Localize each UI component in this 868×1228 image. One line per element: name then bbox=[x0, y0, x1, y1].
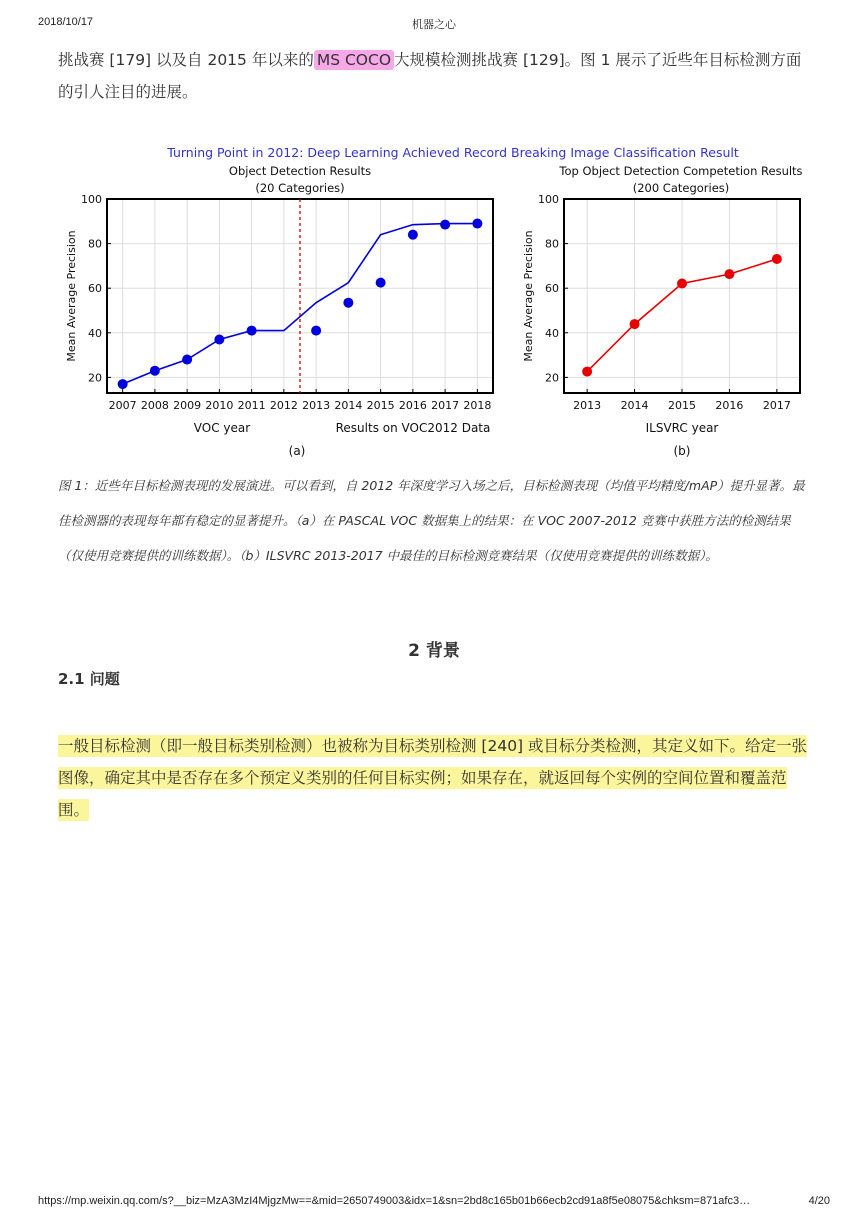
chart-0-ylabel: Mean Average Precision bbox=[65, 230, 78, 362]
figure-1-chart bbox=[65, 135, 806, 462]
chart-1-point bbox=[582, 367, 592, 377]
highlight-ms-coco: MS COCO bbox=[314, 50, 394, 70]
chart-0-xtick-label: 2008 bbox=[140, 399, 169, 412]
chart-1-ytick-label: 40 bbox=[545, 326, 559, 340]
chart-0-xtick-label: 2010 bbox=[205, 399, 234, 412]
chart-0-xtick-label: 2007 bbox=[108, 399, 137, 412]
chart-0-point bbox=[472, 219, 482, 229]
chart-b bbox=[522, 193, 800, 412]
chart-0-xtick-label: 2017 bbox=[431, 399, 460, 412]
chart-1-point bbox=[724, 269, 734, 279]
chart-0-point bbox=[440, 220, 450, 230]
chart-1-ytick-label: 20 bbox=[545, 371, 559, 385]
definition-highlight: 一般目标检测（即一般目标类别检测）也被称为目标类别检测 [240] 或目标分类检测，其定义如下。给定一张图像，确定其中是否存在多个预定义类别的任何目标实例；如果存在，就返回每个实例的空间位置和覆盖范围。 bbox=[58, 737, 808, 819]
chart-1-ytick-label: 60 bbox=[545, 282, 559, 296]
definition-paragraph bbox=[58, 730, 814, 826]
chart-0-xtick-label: 2018 bbox=[463, 399, 492, 412]
panel-label-a: (a) bbox=[288, 444, 306, 458]
chart-0-point bbox=[247, 326, 257, 336]
intro-text-after: 大规模检测挑战赛 [129]。图 1 展示了近些年目标检测方面的引人注目的进展。 bbox=[58, 51, 802, 101]
page-number: 4/20 bbox=[808, 1195, 830, 1207]
chart-a-subtitle: (20 Categories) bbox=[255, 181, 345, 195]
chart-1-ylabel: Mean Average Precision bbox=[522, 230, 535, 362]
chart-0-point bbox=[150, 366, 160, 376]
chart-1-xtick-label: 2015 bbox=[668, 399, 696, 412]
chart-0-point bbox=[376, 278, 386, 288]
page-header-title: 机器之心 bbox=[412, 19, 456, 31]
chart-0-xtick-label: 2014 bbox=[334, 399, 363, 412]
chart-b-title: Top Object Detection Competetion Results bbox=[559, 164, 803, 178]
chart-0-point bbox=[182, 355, 192, 365]
chart-0-ytick-label: 100 bbox=[81, 193, 102, 206]
chart-0-xtick-label: 2015 bbox=[366, 399, 395, 412]
chart-1-ytick-label: 80 bbox=[545, 237, 559, 251]
chart-0-xtick-label: 2016 bbox=[398, 399, 427, 412]
chart-a-annotation: Results on VOC2012 Data bbox=[335, 421, 491, 435]
chart-a-xlabel: VOC year bbox=[193, 421, 251, 435]
chart-0-point bbox=[343, 298, 353, 308]
chart-b-xlabel: ILSVRC year bbox=[645, 421, 719, 435]
chart-1-ytick-label: 100 bbox=[538, 193, 559, 206]
figure-caption: 图 1：近些年目标检测表现的发展演进。可以看到，自 2012 年深度学习入场之后，目标检测表现（均值平均精度/mAP）提升显著。最佳检测器的表现每年都有稳定的显著提升。（a）在 PASCAL VOC 数据集上的结果：在 VOC 2007-2012 竞赛中获胜方法的检测结果（仅使用竞赛提供的训练数据）。（b）ILSVRC 2013-2017 中最佳的目标检测竞赛结果（仅使用竞赛提供的训练数据）。 bbox=[58, 478, 805, 563]
chart-a bbox=[65, 193, 493, 412]
chart-0-xtick-label: 2011 bbox=[237, 399, 266, 412]
chart-a-title: Object Detection Results bbox=[228, 164, 372, 178]
chart-0-ytick-label: 60 bbox=[88, 282, 102, 296]
intro-text-before: 挑战赛 [179] 以及自 2015 年以来的 bbox=[58, 51, 314, 69]
chart-0-xtick-label: 2012 bbox=[269, 399, 298, 412]
chart-0-xtick-label: 2009 bbox=[173, 399, 202, 412]
figure-suptitle: Turning Point in 2012: Deep Learning Achieved Record Breaking Image Classification Result bbox=[167, 145, 739, 160]
chart-1-xtick-label: 2013 bbox=[573, 399, 602, 412]
print-date: 2018/10/17 bbox=[38, 16, 94, 28]
chart-0-point bbox=[214, 334, 224, 344]
chart-1-xtick-label: 2016 bbox=[715, 399, 744, 412]
chart-0-point bbox=[408, 230, 418, 240]
chart-1-point bbox=[772, 254, 782, 264]
figure-1 bbox=[65, 135, 806, 462]
chart-0-point bbox=[311, 326, 321, 336]
chart-1-point bbox=[677, 279, 687, 289]
subsection-heading: 2.1 问题 bbox=[58, 670, 120, 688]
panel-label-b: (b) bbox=[673, 444, 691, 458]
chart-0-ytick-label: 80 bbox=[88, 237, 102, 251]
chart-0-xtick-label: 2013 bbox=[302, 399, 331, 412]
chart-0-ytick-label: 40 bbox=[88, 326, 102, 340]
page-url: https://mp.weixin.qq.com/s?__biz=MzA3MzI4MjgzMw==&mid=2650749003&idx=1&sn=2bd8c165b01b66ecb2cd91a8f5e08075&chksm=871afc3… bbox=[38, 1195, 751, 1207]
chart-1-point bbox=[630, 319, 640, 329]
chart-1-xtick-label: 2017 bbox=[762, 399, 791, 412]
section-heading: 2 背景 bbox=[408, 641, 460, 661]
chart-0-point bbox=[118, 379, 128, 389]
chart-b-subtitle: (200 Categories) bbox=[632, 181, 730, 195]
chart-0-ytick-label: 20 bbox=[88, 371, 102, 385]
intro-paragraph bbox=[58, 44, 814, 108]
chart-1-xtick-label: 2014 bbox=[620, 399, 649, 412]
